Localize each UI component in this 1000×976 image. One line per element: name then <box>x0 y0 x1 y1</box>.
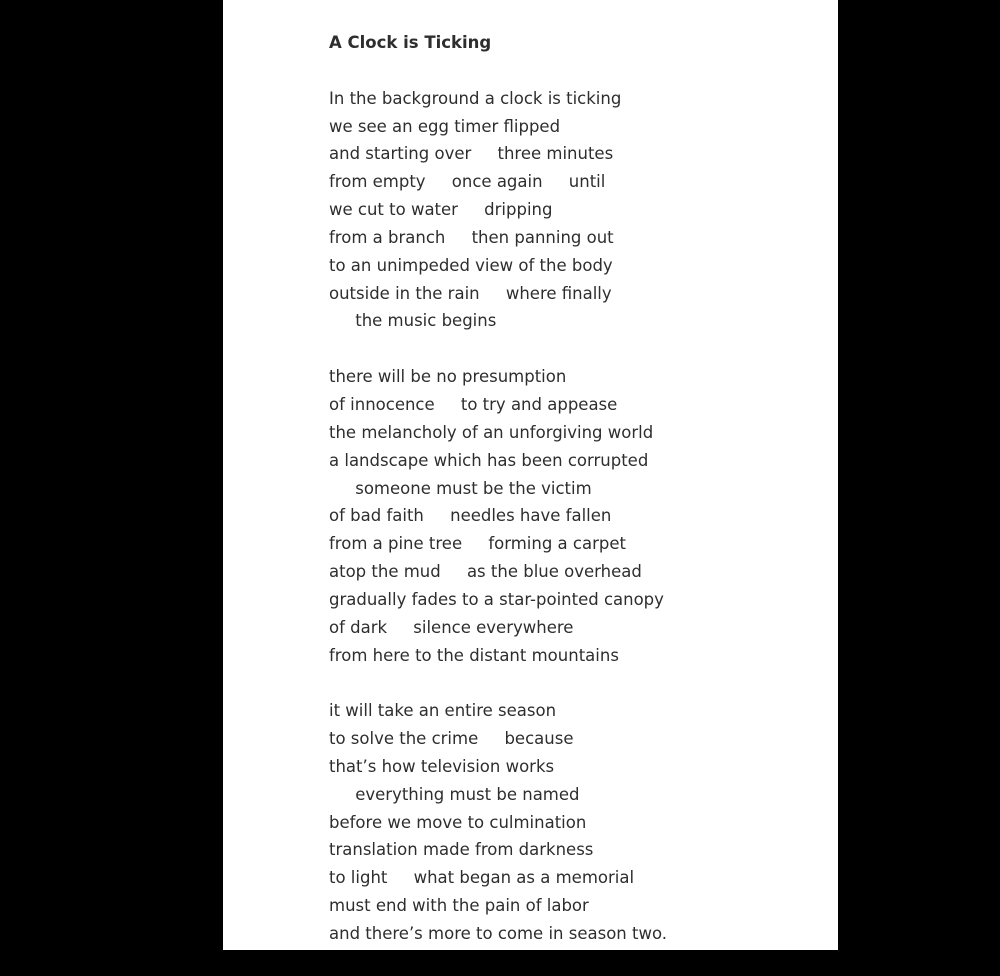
poem-line: and starting over three minutes <box>329 144 614 164</box>
poem-line: from a branch then panning out <box>329 227 614 247</box>
poem-line: from here to the distant mountains <box>329 645 619 665</box>
poem-line: In the background a clock is ticking <box>329 88 622 108</box>
poem-line: we cut to water dripping <box>329 200 553 220</box>
stanza-2 <box>329 363 829 669</box>
poem-line: atop the mud as the blue overhead <box>329 562 642 582</box>
poem-line: must end with the pain of labor <box>329 896 589 916</box>
poem-line: of dark silence everywhere <box>329 617 574 637</box>
poem-line: there will be no presumption <box>329 367 567 387</box>
poem-line: gradually fades to a star-pointed canopy <box>329 589 664 609</box>
poem-line: a landscape which has been corrupted <box>329 450 649 470</box>
poem-line: someone must be the victim <box>329 478 592 498</box>
stanza-1 <box>329 85 829 336</box>
poem-line: of innocence to try and appease <box>329 394 618 414</box>
poem-line: from empty once again until <box>329 172 606 192</box>
poem-line: outside in the rain where finally <box>329 283 612 303</box>
poem-line: to an unimpeded view of the body <box>329 255 613 275</box>
poem-line: and there’s more to come in season two. <box>329 924 668 943</box>
poem-line: we see an egg timer flipped <box>329 116 561 136</box>
stanza-3 <box>329 697 829 948</box>
poem-line: everything must be named <box>329 784 580 804</box>
poem-line: the melancholy of an unforgiving world <box>329 422 654 442</box>
poem-line: the music begins <box>329 311 497 331</box>
poem-title: A Clock is Ticking <box>329 33 492 52</box>
poem-line: of bad faith needles have fallen <box>329 506 612 526</box>
poem-line: before we move to culmination <box>329 812 587 832</box>
poem <box>329 29 829 976</box>
poem-line: translation made from darkness <box>329 840 594 860</box>
poem-line: it will take an entire season <box>329 701 557 721</box>
page-column <box>223 0 838 950</box>
poem-line: to solve the crime because <box>329 729 574 749</box>
poem-line: from a pine tree forming a carpet <box>329 534 626 554</box>
poem-line: to light what began as a memorial <box>329 868 635 888</box>
poem-line: that’s how television works <box>329 756 555 776</box>
